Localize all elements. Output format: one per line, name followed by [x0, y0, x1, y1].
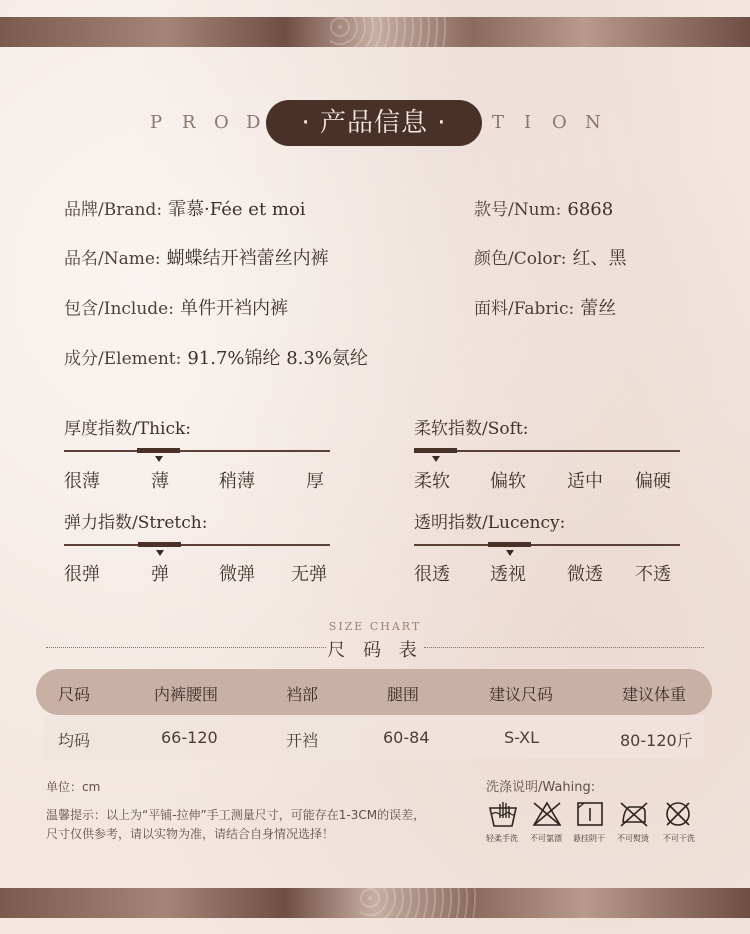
table-header-cell: 裆部 [286, 685, 319, 704]
stretch-option: 无弹 [291, 564, 327, 585]
soft-option: 偏软 [490, 471, 526, 492]
thick-scale [64, 450, 330, 452]
thick-option: 稍薄 [219, 471, 255, 492]
lucency-selected-marker [488, 542, 531, 547]
stretch-option: 很弹 [64, 564, 100, 585]
table-header-cell: 建议体重 [622, 685, 687, 704]
size-table-header [36, 669, 712, 715]
num-value: 6868 [567, 199, 614, 220]
wash-label: 不可氯漂 [530, 834, 562, 843]
stretch-option: 微弹 [219, 564, 255, 585]
no-tumble-dry-icon [663, 800, 693, 828]
letter: O [214, 112, 229, 133]
lucency-option: 不透 [635, 564, 671, 585]
lucency-index-label: 透明指数/Lucency: [414, 513, 566, 533]
soft-scale [414, 450, 680, 452]
hand-wash-icon [488, 800, 518, 828]
soft-option: 偏硬 [635, 471, 671, 492]
brand-row [64, 195, 306, 221]
brand-label: 品牌/Brand: [64, 200, 163, 220]
top-decorative-band [0, 17, 750, 47]
line-dry-shade-icon [575, 800, 605, 828]
size-chart-title-en: SIZE CHART [328, 620, 422, 633]
marker-arrow-icon [506, 550, 514, 556]
table-cell: 66-120 [161, 728, 218, 747]
divider [424, 647, 704, 648]
stretch-scale [64, 544, 330, 546]
thick-option: 很薄 [64, 471, 100, 492]
lace-texture [360, 888, 480, 918]
stretch-index-label: 弹力指数/Stretch: [64, 513, 208, 533]
washing-title: 洗涤说明/Wahing: [486, 780, 596, 795]
table-cell: 80-120斤 [620, 731, 693, 750]
section-title: · 产品信息 · [266, 100, 482, 146]
table-row [44, 715, 704, 759]
name-label: 品名/Name: [64, 249, 161, 269]
unit-note: 单位：cm [46, 780, 101, 794]
thick-option: 厚 [306, 471, 324, 492]
table-header-cell: 尺码 [58, 685, 91, 704]
table-cell: 60-84 [383, 728, 430, 747]
tip-line-1: 温馨提示：以上为“平铺-拉伸”手工测量尺寸，可能存在1-3CM的误差， [46, 808, 426, 822]
num-label: 款号/Num: [474, 200, 562, 220]
thick-option: 薄 [151, 471, 169, 492]
include-label: 包含/Include: [64, 299, 174, 319]
name-row [64, 244, 329, 270]
element-row [64, 344, 368, 370]
table-header-cell: 内裤腰围 [154, 685, 219, 704]
letter: O [552, 112, 567, 133]
name-value: 蝴蝶结开裆蕾丝内裤 [166, 248, 329, 269]
lucency-option: 透视 [490, 564, 526, 585]
thick-index-label: 厚度指数/Thick: [64, 419, 192, 439]
lucency-option: 很透 [414, 564, 450, 585]
soft-selected-marker [414, 448, 457, 453]
table-cell: 均码 [58, 731, 91, 750]
soft-option: 柔软 [414, 471, 450, 492]
fabric-value: 蕾丝 [580, 298, 617, 319]
lucency-scale [414, 544, 680, 546]
wash-label: 不可干洗 [663, 834, 695, 843]
num-row [474, 195, 613, 220]
no-iron-icon [619, 800, 649, 828]
table-header-cell: 腿围 [387, 685, 420, 704]
stretch-selected-marker [138, 542, 181, 547]
table-cell: 开裆 [286, 731, 319, 750]
lace-texture [330, 17, 450, 47]
element-value: 91.7%锦纶 8.3%氨纶 [187, 348, 368, 369]
letter: N [585, 112, 601, 133]
wash-label: 悬挂阴干 [573, 834, 605, 843]
no-bleach-icon [532, 800, 562, 828]
color-row [474, 244, 627, 270]
lucency-option: 微透 [567, 564, 603, 585]
element-label: 成分/Element: [64, 349, 182, 369]
include-row [64, 294, 288, 320]
wash-label: 不可熨烫 [617, 834, 649, 843]
size-chart-title-cn: 尺 码 表 [327, 640, 423, 661]
thick-selected-marker [137, 448, 180, 453]
marker-arrow-icon [156, 550, 164, 556]
letter: T [492, 112, 505, 133]
table-cell: S-XL [504, 728, 540, 747]
stretch-option: 弹 [151, 564, 169, 585]
include-value: 单件开裆内裤 [179, 298, 288, 319]
brand-value: 霏慕·Fée et moi [168, 199, 306, 220]
fabric-row [474, 294, 616, 320]
letter: I [524, 112, 532, 133]
marker-arrow-icon [432, 456, 440, 462]
bottom-decorative-band [0, 888, 750, 918]
color-label: 颜色/Color: [474, 249, 567, 269]
letter: D [246, 112, 261, 133]
marker-arrow-icon [155, 456, 163, 462]
color-value: 红、黑 [572, 248, 627, 269]
letter: R [182, 112, 196, 133]
table-header-cell: 建议尺码 [489, 685, 554, 704]
soft-option: 适中 [567, 471, 603, 492]
fabric-label: 面料/Fabric: [474, 299, 575, 319]
wash-label: 轻柔手洗 [486, 834, 518, 843]
divider [46, 647, 326, 648]
tip-line-2: 尺寸仅供参考，请以实物为准，请结合自身情况选择！ [46, 827, 335, 841]
soft-index-label: 柔软指数/Soft: [414, 419, 529, 439]
letter: P [150, 112, 163, 133]
